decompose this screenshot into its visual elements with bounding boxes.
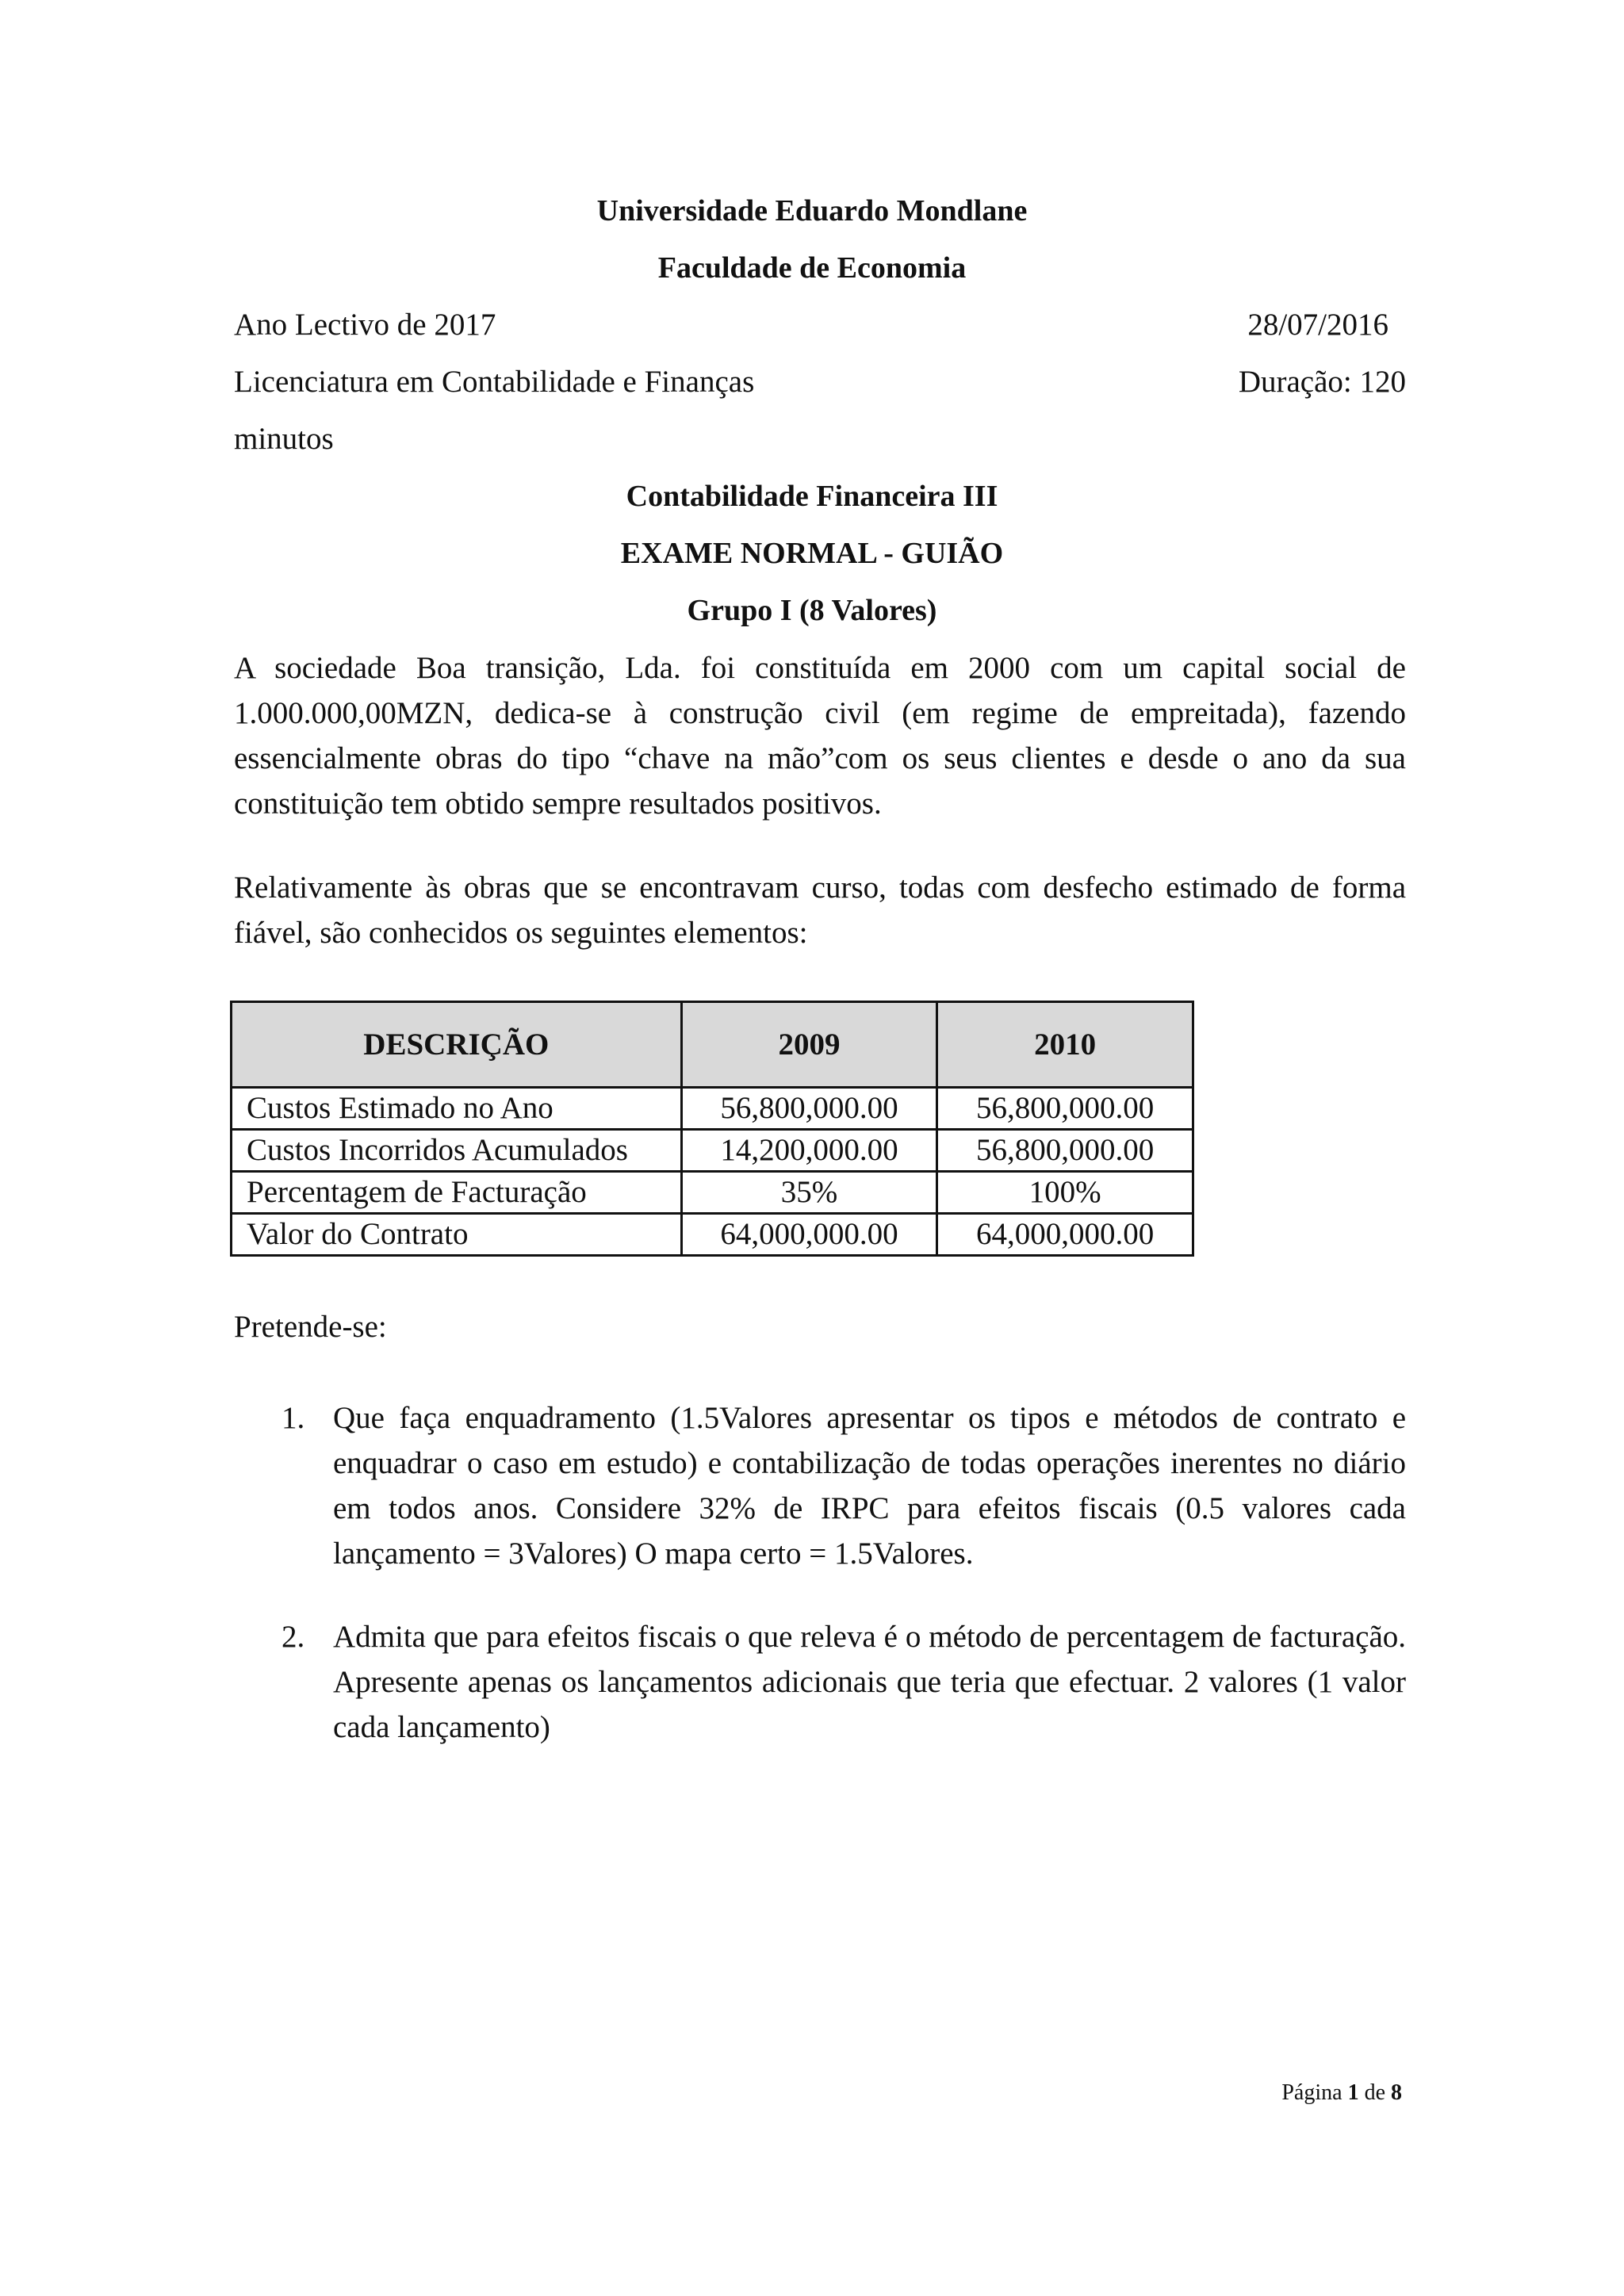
task-number: 1. [282, 1401, 305, 1435]
row-label: Valor do Contrato [232, 1214, 682, 1256]
page-of: de [1364, 2080, 1385, 2105]
tasks-intro: Pretende-se: [234, 1310, 387, 1344]
faculty-title: Faculdade de Economia [657, 251, 967, 285]
page-current: 1 [1347, 2080, 1359, 2105]
contract-table [230, 1001, 1194, 1257]
table-cell: 56,800,000.00 [937, 1130, 1193, 1172]
exam-date: 28/07/2016 [1247, 308, 1388, 342]
table-cell: 56,800,000.00 [681, 1088, 937, 1130]
table-cell: 14,200,000.00 [681, 1130, 937, 1172]
table-cell: 100% [937, 1172, 1193, 1214]
table-cell: 35% [681, 1172, 937, 1214]
duration-unit: minutos [234, 422, 334, 456]
table-cell: 56,800,000.00 [937, 1088, 1193, 1130]
column-header: 2010 [937, 1002, 1193, 1088]
table-row [232, 1172, 1193, 1214]
page-total: 8 [1391, 2080, 1402, 2105]
year-date-line [234, 306, 1406, 344]
course-title: Contabilidade Financeira III [626, 480, 998, 513]
academic-year: Ano Lectivo de 2017 [234, 308, 496, 342]
table-row [232, 1130, 1193, 1172]
group-title: Grupo I (8 Valores) [687, 594, 937, 627]
university-title: Universidade Eduardo Mondlane [596, 194, 1028, 228]
page-label: Página [1281, 2080, 1342, 2105]
task-number: 2. [282, 1620, 305, 1654]
exam-duration: Duração: 120 [1238, 365, 1406, 399]
row-label: Custos Estimado no Ano [232, 1088, 682, 1130]
program-name: Licenciatura em Contabilidade e Finanças [234, 365, 755, 399]
program-duration-line [234, 363, 1406, 401]
column-header: DESCRIÇÃO [232, 1002, 682, 1088]
task-text: Admita que para efeitos fiscais o que releva é o método de percentagem de facturação. Apresente apenas os lançamentos adicionais que teria que efectuar. 2 valores (1 valor cada lançamento) [333, 1620, 1406, 1744]
table-header-row [232, 1002, 1193, 1088]
table-cell: 64,000,000.00 [937, 1214, 1193, 1256]
exam-title: EXAME NORMAL - GUIÃO [620, 537, 1004, 570]
row-label: Percentagem de Facturação [232, 1172, 682, 1214]
elements-paragraph: Relativamente às obras que se encontravam curso, todas com desfecho estimado de forma fiável, são conhecidos os seguintes elementos: [234, 871, 1406, 950]
row-label: Custos Incorridos Acumulados [232, 1130, 682, 1172]
table-cell: 64,000,000.00 [681, 1214, 937, 1256]
intro-paragraph: A sociedade Boa transição, Lda. foi constituída em 2000 com um capital social de 1.000.000,00MZN, dedica-se à construção civil (em regime de empreitada), fazendo essencialmente obras do tipo “chave na mão”com os seus clientes e desde o ano da sua constituição tem obtido sempre resultados positivos. [234, 651, 1406, 821]
table-row [232, 1088, 1193, 1130]
page-number [1281, 2080, 1402, 2106]
column-header: 2009 [681, 1002, 937, 1088]
table-row [232, 1214, 1193, 1256]
task-text: Que faça enquadramento (1.5Valores apresentar os tipos e métodos de contrato e enquadrar o caso em estudo) e contabilização de todas operações inerentes no diário em todos anos. Considere 32% de IRPC para efeitos fiscais (0.5 valores cada lançamento = 3Valores) O mapa certo = 1.5Valores. [333, 1401, 1406, 1571]
